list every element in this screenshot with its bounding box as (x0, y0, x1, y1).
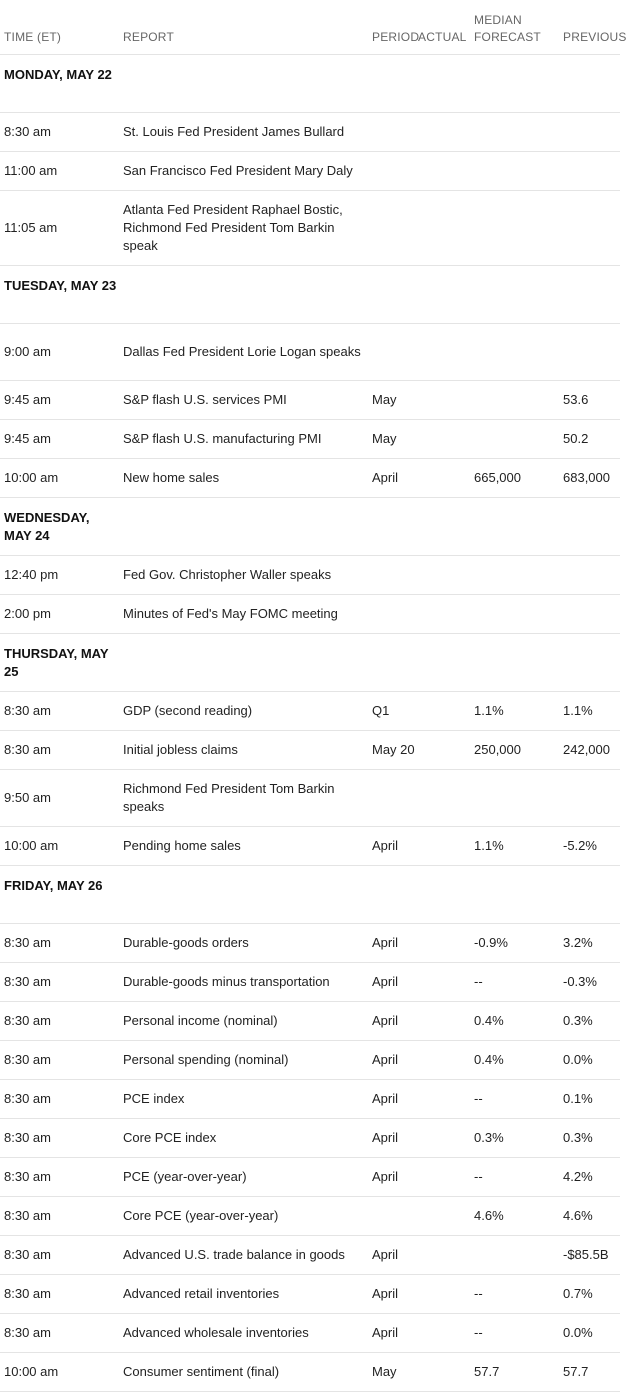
cell-period: May (368, 1353, 414, 1392)
cell-period: April (368, 1275, 414, 1314)
day-header-spacer (559, 55, 620, 113)
cell-forecast (470, 191, 559, 266)
cell-previous (559, 324, 620, 381)
cell-forecast (470, 556, 559, 595)
cell-previous: 57.7 (559, 1353, 620, 1392)
day-header-spacer (414, 634, 470, 692)
cell-previous: 0.0% (559, 1314, 620, 1353)
table-row (0, 152, 620, 191)
day-header-row (0, 55, 620, 113)
table-row (0, 459, 620, 498)
cell-time: 8:30 am (0, 1119, 119, 1158)
cell-period: April (368, 1080, 414, 1119)
day-header-row (0, 266, 620, 324)
header-forecast-line2: FORECAST (474, 30, 541, 44)
cell-previous (559, 191, 620, 266)
cell-period: April (368, 459, 414, 498)
day-header-spacer (559, 634, 620, 692)
day-header-spacer (470, 498, 559, 556)
cell-report: Personal income (nominal) (119, 1002, 368, 1041)
table-row (0, 963, 620, 1002)
cell-period: Q1 (368, 692, 414, 731)
cell-forecast (470, 595, 559, 634)
cell-previous: 0.7% (559, 1275, 620, 1314)
day-header-spacer (414, 498, 470, 556)
cell-previous (559, 152, 620, 191)
cell-previous (559, 556, 620, 595)
cell-previous: 4.2% (559, 1158, 620, 1197)
cell-actual (414, 1314, 470, 1353)
day-header-spacer (119, 634, 368, 692)
header-forecast (470, 0, 559, 55)
cell-actual (414, 459, 470, 498)
cell-time: 8:30 am (0, 963, 119, 1002)
cell-actual (414, 381, 470, 420)
cell-report: S&P flash U.S. manufacturing PMI (119, 420, 368, 459)
cell-report: St. Louis Fed President James Bullard (119, 113, 368, 152)
cell-actual (414, 924, 470, 963)
day-header-spacer (414, 266, 470, 324)
header-time: TIME (ET) (0, 0, 119, 55)
cell-forecast: 0.4% (470, 1002, 559, 1041)
table-row (0, 595, 620, 634)
table-row (0, 1158, 620, 1197)
day-header-spacer (559, 498, 620, 556)
cell-actual (414, 1080, 470, 1119)
table-row (0, 556, 620, 595)
header-row (0, 0, 620, 55)
cell-actual (414, 963, 470, 1002)
cell-period (368, 595, 414, 634)
cell-forecast (470, 420, 559, 459)
cell-forecast: 0.4% (470, 1041, 559, 1080)
header-previous: PREVIOUS (559, 0, 620, 55)
cell-actual (414, 1275, 470, 1314)
table-row (0, 113, 620, 152)
cell-forecast (470, 381, 559, 420)
table-row (0, 1119, 620, 1158)
table-row (0, 1080, 620, 1119)
table-row (0, 731, 620, 770)
day-header-spacer (414, 866, 470, 924)
cell-time: 9:00 am (0, 324, 119, 381)
header-report: REPORT (119, 0, 368, 55)
cell-previous (559, 595, 620, 634)
cell-forecast: 1.1% (470, 692, 559, 731)
day-header-spacer (368, 498, 414, 556)
cell-report: S&P flash U.S. services PMI (119, 381, 368, 420)
cell-previous: -0.3% (559, 963, 620, 1002)
day-header-spacer (119, 498, 368, 556)
cell-period (368, 556, 414, 595)
cell-report: Advanced retail inventories (119, 1275, 368, 1314)
cell-forecast: -- (470, 1158, 559, 1197)
day-header-spacer (470, 634, 559, 692)
cell-previous: 50.2 (559, 420, 620, 459)
day-header-spacer (119, 266, 368, 324)
cell-previous: 53.6 (559, 381, 620, 420)
cell-actual (414, 420, 470, 459)
day-header-row (0, 498, 620, 556)
cell-time: 8:30 am (0, 731, 119, 770)
day-label: TUESDAY, MAY 23 (0, 266, 119, 324)
cell-previous: 3.2% (559, 924, 620, 963)
cell-actual (414, 556, 470, 595)
day-header-spacer (368, 55, 414, 113)
cell-actual (414, 1041, 470, 1080)
cell-report: New home sales (119, 459, 368, 498)
cell-time: 10:00 am (0, 827, 119, 866)
cell-period: April (368, 1002, 414, 1041)
cell-period: April (368, 827, 414, 866)
cell-period (368, 191, 414, 266)
cell-period (368, 324, 414, 381)
cell-period: April (368, 1041, 414, 1080)
cell-forecast: -0.9% (470, 924, 559, 963)
cell-time: 8:30 am (0, 113, 119, 152)
cell-forecast (470, 770, 559, 827)
cell-report: GDP (second reading) (119, 692, 368, 731)
table-row (0, 420, 620, 459)
cell-period (368, 770, 414, 827)
day-label: MONDAY, MAY 22 (0, 55, 119, 113)
cell-time: 8:30 am (0, 1275, 119, 1314)
cell-actual (414, 113, 470, 152)
cell-actual (414, 827, 470, 866)
cell-report: Initial jobless claims (119, 731, 368, 770)
table-row (0, 1236, 620, 1275)
table-row (0, 1197, 620, 1236)
cell-report: Advanced wholesale inventories (119, 1314, 368, 1353)
cell-report: Personal spending (nominal) (119, 1041, 368, 1080)
table-body (0, 55, 620, 1392)
cell-time: 8:30 am (0, 924, 119, 963)
table-row (0, 692, 620, 731)
cell-report: Pending home sales (119, 827, 368, 866)
table-row (0, 827, 620, 866)
day-label: FRIDAY, MAY 26 (0, 866, 119, 924)
cell-actual (414, 1158, 470, 1197)
cell-forecast: 665,000 (470, 459, 559, 498)
table-row (0, 381, 620, 420)
cell-forecast (470, 152, 559, 191)
cell-period (368, 113, 414, 152)
cell-time: 8:30 am (0, 1158, 119, 1197)
table-row (0, 1002, 620, 1041)
cell-report: Atlanta Fed President Raphael Bostic, Richmond Fed President Tom Barkin speak (119, 191, 368, 266)
cell-period: May (368, 381, 414, 420)
cell-report: Dallas Fed President Lorie Logan speaks (119, 324, 368, 381)
cell-time: 8:30 am (0, 1197, 119, 1236)
day-header-spacer (559, 266, 620, 324)
cell-actual (414, 1236, 470, 1275)
cell-forecast: 57.7 (470, 1353, 559, 1392)
cell-forecast: 250,000 (470, 731, 559, 770)
cell-actual (414, 1353, 470, 1392)
cell-report: Core PCE (year-over-year) (119, 1197, 368, 1236)
cell-actual (414, 731, 470, 770)
cell-period: April (368, 1236, 414, 1275)
day-label: THURSDAY, MAY 25 (0, 634, 119, 692)
day-header-row (0, 634, 620, 692)
day-header-spacer (470, 866, 559, 924)
table-row (0, 1275, 620, 1314)
cell-period: May (368, 420, 414, 459)
cell-forecast (470, 324, 559, 381)
table-row (0, 1314, 620, 1353)
cell-actual (414, 692, 470, 731)
cell-time: 10:00 am (0, 459, 119, 498)
header-period: PERIOD (368, 0, 414, 55)
cell-time: 12:40 pm (0, 556, 119, 595)
cell-time: 9:45 am (0, 420, 119, 459)
cell-time: 8:30 am (0, 692, 119, 731)
cell-actual (414, 770, 470, 827)
day-header-spacer (559, 866, 620, 924)
cell-time: 9:45 am (0, 381, 119, 420)
table-header (0, 0, 627, 55)
table-row (0, 191, 620, 266)
cell-forecast: -- (470, 1080, 559, 1119)
header-actual: ACTUAL (414, 0, 470, 55)
day-header-spacer (470, 55, 559, 113)
cell-report: San Francisco Fed President Mary Daly (119, 152, 368, 191)
cell-actual (414, 191, 470, 266)
cell-report: Richmond Fed President Tom Barkin speaks (119, 770, 368, 827)
day-header-spacer (368, 866, 414, 924)
day-header-spacer (368, 266, 414, 324)
header-forecast-line1: MEDIAN (474, 13, 522, 27)
cell-previous: 0.0% (559, 1041, 620, 1080)
cell-forecast (470, 1236, 559, 1275)
table-row (0, 324, 620, 381)
cell-period (368, 1197, 414, 1236)
day-header-spacer (470, 266, 559, 324)
cell-time: 2:00 pm (0, 595, 119, 634)
day-header-spacer (368, 634, 414, 692)
cell-actual (414, 595, 470, 634)
cell-time: 8:30 am (0, 1236, 119, 1275)
cell-report: Advanced U.S. trade balance in goods (119, 1236, 368, 1275)
cell-actual (414, 1002, 470, 1041)
cell-report: Consumer sentiment (final) (119, 1353, 368, 1392)
cell-period: April (368, 1314, 414, 1353)
cell-forecast: 0.3% (470, 1119, 559, 1158)
cell-previous: 0.3% (559, 1119, 620, 1158)
cell-report: PCE index (119, 1080, 368, 1119)
cell-time: 11:00 am (0, 152, 119, 191)
cell-previous (559, 770, 620, 827)
cell-forecast: -- (470, 963, 559, 1002)
cell-actual (414, 1197, 470, 1236)
cell-actual (414, 152, 470, 191)
cell-previous: -5.2% (559, 827, 620, 866)
day-label: WEDNESDAY, MAY 24 (0, 498, 119, 556)
cell-previous: 0.1% (559, 1080, 620, 1119)
cell-previous: 683,000 (559, 459, 620, 498)
cell-time: 10:00 am (0, 1353, 119, 1392)
cell-report: Durable-goods orders (119, 924, 368, 963)
day-header-spacer (119, 866, 368, 924)
day-header-spacer (119, 55, 368, 113)
cell-period: April (368, 963, 414, 1002)
cell-previous: -$85.5B (559, 1236, 620, 1275)
day-header-spacer (414, 55, 470, 113)
cell-report: Minutes of Fed's May FOMC meeting (119, 595, 368, 634)
table-row (0, 924, 620, 963)
cell-time: 9:50 am (0, 770, 119, 827)
cell-actual (414, 1119, 470, 1158)
cell-actual (414, 324, 470, 381)
cell-report: Core PCE index (119, 1119, 368, 1158)
table-row (0, 770, 620, 827)
cell-report: Fed Gov. Christopher Waller speaks (119, 556, 368, 595)
table-row (0, 1041, 620, 1080)
cell-time: 8:30 am (0, 1314, 119, 1353)
table-row (0, 1353, 620, 1392)
cell-previous: 1.1% (559, 692, 620, 731)
cell-forecast: -- (470, 1275, 559, 1314)
cell-period: May 20 (368, 731, 414, 770)
cell-forecast (470, 113, 559, 152)
cell-forecast: -- (470, 1314, 559, 1353)
cell-previous: 4.6% (559, 1197, 620, 1236)
cell-report: PCE (year-over-year) (119, 1158, 368, 1197)
cell-time: 11:05 am (0, 191, 119, 266)
cell-period: April (368, 924, 414, 963)
cell-previous (559, 113, 620, 152)
cell-forecast: 1.1% (470, 827, 559, 866)
cell-period: April (368, 1158, 414, 1197)
cell-report: Durable-goods minus transportation (119, 963, 368, 1002)
cell-period: April (368, 1119, 414, 1158)
cell-forecast: 4.6% (470, 1197, 559, 1236)
cell-time: 8:30 am (0, 1041, 119, 1080)
cell-previous: 0.3% (559, 1002, 620, 1041)
cell-period (368, 152, 414, 191)
cell-previous: 242,000 (559, 731, 620, 770)
day-header-row (0, 866, 620, 924)
cell-time: 8:30 am (0, 1080, 119, 1119)
cell-time: 8:30 am (0, 1002, 119, 1041)
